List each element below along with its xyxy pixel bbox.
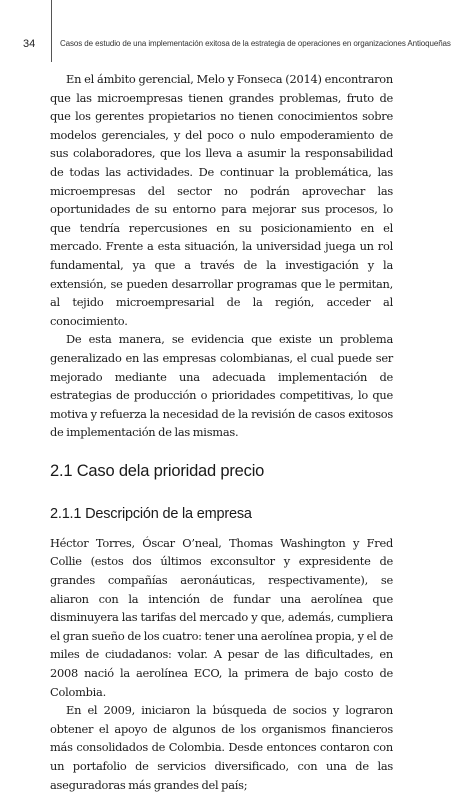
header-divider — [51, 0, 52, 62]
page-body — [50, 70, 393, 794]
subsection-heading: 2.1.1 Descripción de la empresa — [50, 505, 252, 522]
body-paragraph: En el ámbito gerencial, Melo y Fonseca (2014) encontraron que las microempresas tienen grandes problemas, fruto de que los gerentes propietarios no tienen conocimientos sobre modelos gerenciales, y del poco o nulo empoderamiento de sus colaboradores, que los lleva a asumir la responsabilidad de todas las actividades. De continuar la problemática, las microempresas del sector no podrán aprovechar las oportunidades de su entorno para mejorar sus procesos, lo que tendría repercusiones en su posicionamiento en el mercado. Frente a esta situación, la universidad juega un rol fundamental, ya que a través de la investigación y la extensión, se pueden desarrollar programas que le permitan, al tejido microempresarial de la región, acceder al conocimiento. — [50, 72, 393, 328]
body-paragraph: Héctor Torres, Óscar O’neal, Thomas Washington y Fred Collie (estos dos últimos exconsultor y expresidente de grandes compañías aeronáuticas, respectivamente), se aliaron con la intención de fundar una aerolínea que disminuyera las tarifas del mercado y que, además, cumpliera el gran sueño de los cuatro: tener una aerolínea propia, y el de miles de ciudadanos: volar. A pesar de las dificultades, en 2008 nació la aerolínea ECO, la primera de bajo costo de Colombia. — [50, 535, 393, 699]
running-title: Casos de estudio de una implementación exitosa de la estrategia de operaciones en organizaciones Antioqueñas — [60, 39, 451, 48]
page-header — [23, 34, 451, 56]
section-heading: 2.1 Caso dela prioridad precio — [50, 461, 265, 480]
body-paragraph: En el 2009, iniciaron la búsqueda de socios y lograron obtener el apoyo de algunos de los organismos financieros más consolidados de Colombia. Desde entonces contaron con un portafolio de servicios diversificado, con una de las aseguradoras más grandes del país; — [50, 703, 393, 792]
page-number: 34 — [23, 38, 36, 50]
body-paragraph: De esta manera, se evidencia que existe un problema generalizado en las empresas colombianas, el cual puede ser mejorado mediante una adecuada implementación de estrategias de producción o prioridades competitivas, lo que motiva y refuerza la necesidad de la revisión de casos exitosos de implementación de las mismas. — [50, 332, 393, 440]
